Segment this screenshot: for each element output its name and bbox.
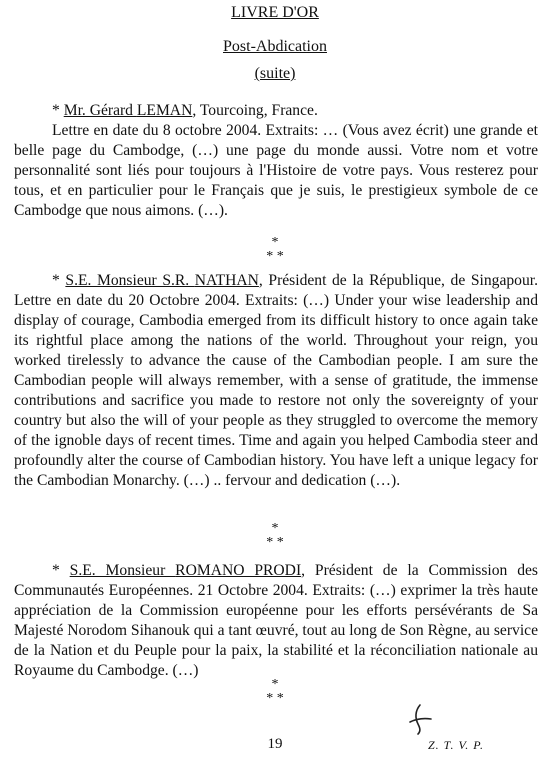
page-subtitle: Post-Abdication: [223, 38, 327, 55]
separator-stars: * * *: [266, 521, 284, 550]
page-title: LIVRE D'OR: [231, 4, 319, 21]
entry-name-underlined: S.E. Monsieur S.R. NATHAN: [65, 272, 259, 289]
signature-initials: Z. T. V. P.: [428, 738, 485, 752]
entry-leman: [14, 101, 538, 221]
separator-stars: * * *: [266, 235, 284, 264]
entry-name-underlined: S.E. Monsieur ROMANO PRODI: [69, 562, 302, 579]
entry-name-underlined: Mr. Gérard LEMAN: [63, 102, 193, 119]
separator-stars: * * *: [266, 677, 284, 706]
entry-heading: * S.E. Monsieur ROMANO PRODI, Président de la Commission des Communautés Européennes. 21 Octobre 2004. Extraits: (…) exprimer la très haute appréciation de la Commission européenne pour les efforts persévérants de Sa Majesté Norodom Sihanouk qui a tant œuvré, tout au long de Son Règne, au service de la Nation et du Peuple pour la paix, la stabilité et la réconciliation nationale au Royaume du Cambodge. (…): [14, 562, 539, 679]
entry-body: Lettre en date du 8 octobre 2004. Extraits: … (Vous avez écrit) une grande et belle page du Cambodge, (…) une page du monde aussi. Votre nom et votre personnalité sont liés pour toujours à l'Histoire de votre pays. Vous resterez pour tous, et en particulier pour le Français que je suis, le prestigieux symbole de ce Cambodge que nous aimons. (…).: [14, 122, 538, 219]
entry-heading: * S.E. Monsieur S.R. NATHAN, Président de la République, de Singapour. Lettre en date du 20 Octobre 2004. Extraits: (…) Under your wise leadership and display of courage, Cambodia emerged from its difficult history to once again take its rightful place among the nations of the world. Throughout your reign, you worked tirelessly to advance the cause of the Cambodian people. I am sure the Cambodian people will always remember, with a sense of gratitude, the immense contributions and sacrifice you made to restore not only the sovereignty of your country but also the will of your people as they struggled to overcome the memory of the ignoble days of recent times. Time and again you helped Cambodia steer and profoundly alter the course of Cambodian history. You have left a unique legacy for the Cambodian Monarchy. (…) .. fervour and dedication (…).: [14, 272, 538, 489]
page-suite-label: (suite): [254, 65, 296, 82]
entry-prodi: [14, 561, 538, 681]
entry-nathan: [14, 271, 538, 491]
signature-mark: [402, 702, 436, 736]
entry-heading: * Mr. Gérard LEMAN, Tourcoing, France.: [52, 102, 318, 119]
page-number: 19: [267, 736, 283, 752]
